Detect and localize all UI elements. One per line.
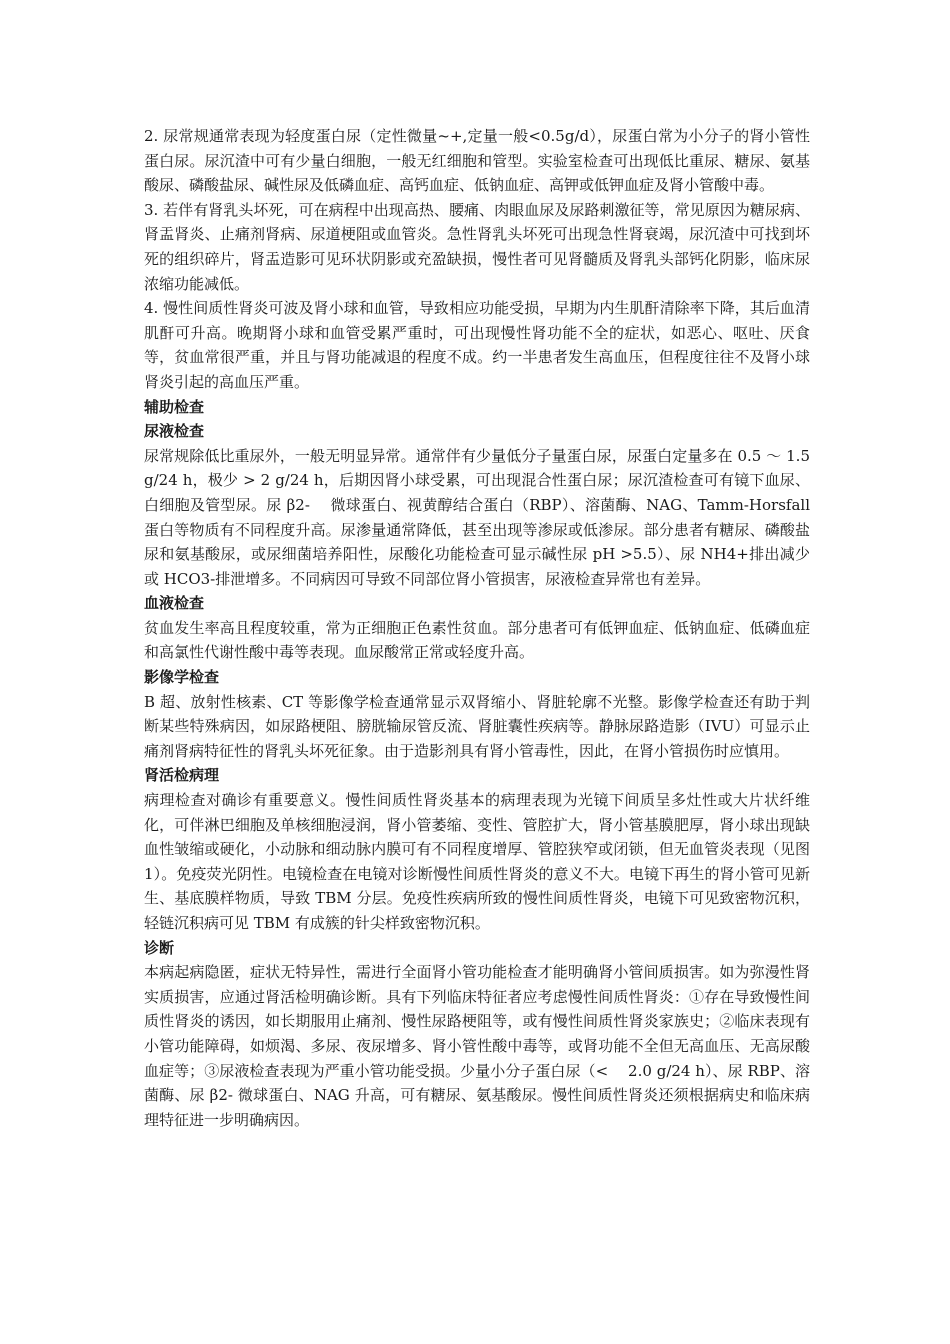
blood-exam-text: 贫血发生率高且程度较重，常为正细胞正色素性贫血。部分患者可有低钾血症、低钠血症、低磷血症和高氯性代谢性酸中毒等表现。血尿酸常正常或轻度升高。 — [144, 618, 810, 662]
urine-exam-text: 尿常规除低比重尿外，一般无明显异常。通常伴有少量低分子量蛋白尿，尿蛋白定量多在 0.5 ～ 1.5 g/24 h，极少 > 2 g/24 h，后期因肾小球受累，可出现混合性蛋白尿；尿沉渣检查可有镜下血尿、白细胞及管型尿。尿 β2- 微球蛋白、视黄醇结合蛋白（RBP）、溶菌酶、NAG、Tamm-Horsfall 蛋白等物质有不同程度升高。尿渗量通常降低，甚至出现等渗尿或低渗尿。部分患者有糖尿、磷酸盐尿和氨基酸尿，或尿细菌培养阳性，尿酸化功能检查可显示碱性尿 pH >5.5）、尿 NH4+排出减少或 HCO3-排泄增多。不同病因可导致不同部位肾小管损害，尿液检查异常也有差异。 — [144, 446, 810, 588]
section-heading-diagnosis: 诊断 — [144, 938, 175, 957]
imaging-exam-text: B 超、放射性核素、CT 等影像学检查通常显示双肾缩小、肾脏轮廓不光整。影像学检查还有助于判断某些特殊病因，如尿路梗阻、膀胱输尿管反流、肾脏囊性疾病等。静脉尿路造影（IVU）可显示止痛剂肾病特征性的肾乳头坏死征象。由于造影剂具有肾小管毒性，因此，在肾小管损伤时应慎用。 — [144, 692, 810, 760]
document-page — [144, 124, 810, 1132]
section-heading-imaging: 影像学检查 — [144, 668, 220, 687]
section-heading-urine: 尿液检查 — [144, 422, 205, 441]
paragraph-item-2: 2. 尿常规通常表现为轻度蛋白尿（定性微量~+,定量一般<0.5g/d），尿蛋白常为小分子的肾小管性蛋白尿。尿沉渣中可有少量白细胞，一般无红细胞和管型。实验室检查可出现低比重尿、糖尿、氨基酸尿、磷酸盐尿、碱性尿及低磷血症、高钙血症、低钠血症、高钾或低钾血症及肾小管酸中毒。 — [144, 127, 810, 195]
section-heading-auxiliary-exams: 辅助检查 — [144, 397, 205, 416]
section-heading-blood: 血液检查 — [144, 594, 205, 613]
paragraph-item-4: 4. 慢性间质性肾炎可波及肾小球和血管，导致相应功能受损，早期为内生肌酐清除率下降，其后血清肌酐可升高。晚期肾小球和血管受累严重时，可出现慢性肾功能不全的症状，如恶心、呕吐、厌食等，贫血常很严重，并且与肾功能减退的程度不成。约一半患者发生高血压，但程度往往不及肾小球肾炎引起的高血压严重。 — [144, 299, 810, 391]
paragraph-item-3: 3. 若伴有肾乳头坏死，可在病程中出现高热、腰痛、肉眼血尿及尿路刺激征等，常见原因为糖尿病、肾盂肾炎、止痛剂肾病、尿道梗阻或血管炎。急性肾乳头坏死可出现急性肾衰竭，尿沉渣中可找到坏死的组织碎片，肾盂造影可见环状阴影或充盈缺损，慢性者可见肾髓质及肾乳头部钙化阴影，临床尿浓缩功能减低。 — [144, 200, 810, 293]
section-heading-biopsy: 肾活检病理 — [144, 766, 220, 785]
diagnosis-text: 本病起病隐匿，症状无特异性，需进行全面肾小管功能检查才能明确肾小管间质损害。如为弥漫性肾实质损害，应通过肾活检明确诊断。具有下列临床特征者应考虑慢性间质性肾炎：①存在导致慢性间质性肾炎的诱因，如长期服用止痛剂、慢性尿路梗阻等，或有慢性间质性肾炎家族史；②临床表现有小管功能障碍，如烦渴、多尿、夜尿增多、肾小管性酸中毒等，或肾功能不全但无高血压、无高尿酸血症等；③尿液检查表现为严重小管功能受损。少量小分子蛋白尿（< 2.0 g/24 h）、尿 RBP、溶菌酶、尿 β2- 微球蛋白、NAG 升高，可有糖尿、氨基酸尿。慢性间质性肾炎还须根据病史和临床病理特征进一步明确病因。 — [144, 963, 810, 1129]
biopsy-text: 病理检查对确诊有重要意义。慢性间质性肾炎基本的病理表现为光镜下间质呈多灶性或大片状纤维化，可伴淋巴细胞及单核细胞浸润，肾小管萎缩、变性、管腔扩大，肾小管基膜肥厚，肾小球出现缺血性皱缩或硬化，小动脉和细动脉内膜可有不同程度增厚、管腔狭窄或闭锁，但无血管炎表现（见图 1）。免疫荧光阴性。电镜检查在电镜对诊断慢性间质性肾炎的意义不大。电镜下再生的肾小管可见新生、基底膜样物质，导致 TBM 分层。免疫性疾病所致的慢性间质性肾炎，电镜下可见致密物沉积，轻链沉积病可见 TBM 有成簇的针尖样致密物沉积。 — [144, 791, 810, 932]
